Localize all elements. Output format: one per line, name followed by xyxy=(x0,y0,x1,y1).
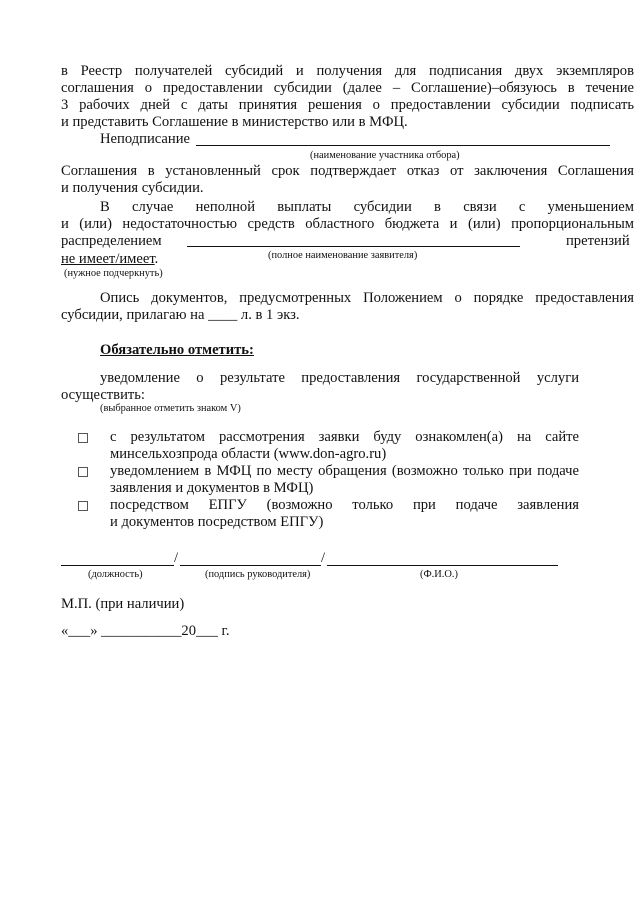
non-signing-label: Неподписание xyxy=(100,131,190,147)
text-line: в Реестр получателей субсидий и получения для подписания двух экземпляров xyxy=(61,63,634,79)
text-line: соглашения о предоставлении субсидии (далее – Соглашение)–обязуюсь в течение xyxy=(61,80,634,96)
text-line: претензий xyxy=(566,233,630,249)
option-checkbox-epgu[interactable] xyxy=(78,501,88,511)
text-line: 3 рабочих дней с даты принятия решения о предоставлении субсидии подписать xyxy=(61,97,634,113)
participant-name-field[interactable] xyxy=(196,145,610,146)
claims-choice[interactable] xyxy=(61,251,158,268)
text-line: Опись документов, предусмотренных Положением о порядке предоставления xyxy=(100,290,634,306)
option-checkbox-website[interactable] xyxy=(78,433,88,443)
signature-field[interactable] xyxy=(180,565,321,566)
option-line: заявления и документов в МФЦ) xyxy=(110,480,314,496)
participant-name-caption: (наименование участника отбора) xyxy=(310,150,460,161)
position-caption: (должность) xyxy=(88,569,143,580)
option-line: уведомлением в МФЦ по месту обращения (возможно только при подаче xyxy=(110,463,579,479)
text-line: осуществить: xyxy=(61,387,145,403)
period: . xyxy=(154,251,159,267)
full-name-field[interactable] xyxy=(327,565,558,566)
separator: / xyxy=(174,550,179,566)
separator: / xyxy=(321,550,326,566)
full-name-caption: (Ф.И.О.) xyxy=(420,569,458,580)
option-line: и документов посредством ЕПГУ) xyxy=(110,514,324,530)
date-field[interactable]: «___» ___________20___ г. xyxy=(61,623,230,639)
check-hint: (выбранное отметить знаком V) xyxy=(100,403,241,414)
text-line: и представить Соглашение в министерство или в МФЦ. xyxy=(61,114,408,130)
applicant-name-field[interactable] xyxy=(187,246,520,247)
applicant-name-caption: (полное наименование заявителя) xyxy=(268,250,418,261)
option-line: минсельхозпрода области (www.don-agro.ru) xyxy=(110,446,387,462)
text-line: В случае неполной выплаты субсидии в связи с уменьшением xyxy=(100,199,634,215)
position-field[interactable] xyxy=(61,565,174,566)
mandatory-heading: Обязательно отметить: xyxy=(100,342,254,358)
claims-choice-text: не имеет/имеет xyxy=(61,251,155,267)
text-line: уведомление о результате предоставления государственной услуги xyxy=(100,370,579,386)
underline-hint: (нужное подчеркнуть) xyxy=(64,268,163,279)
text-line: распределением xyxy=(61,233,162,249)
text-line: Соглашения в установленный срок подтверждает отказ от заключения Соглашения xyxy=(61,163,634,179)
option-line: посредством ЕПГУ (возможно только при подаче заявления xyxy=(110,497,579,513)
signature-caption: (подпись руководителя) xyxy=(205,569,311,580)
option-checkbox-mfc[interactable] xyxy=(78,467,88,477)
option-line: с результатом рассмотрения заявки буду ознакомлен(а) на сайте xyxy=(110,429,579,445)
text-line: и получения субсидии. xyxy=(61,180,204,196)
text-line: и (или) недостаточностью средств областного бюджета и (или) пропорциональным xyxy=(61,216,634,232)
text-line: субсидии, прилагаю на ____ л. в 1 экз. xyxy=(61,307,300,323)
stamp-note: М.П. (при наличии) xyxy=(61,596,185,612)
